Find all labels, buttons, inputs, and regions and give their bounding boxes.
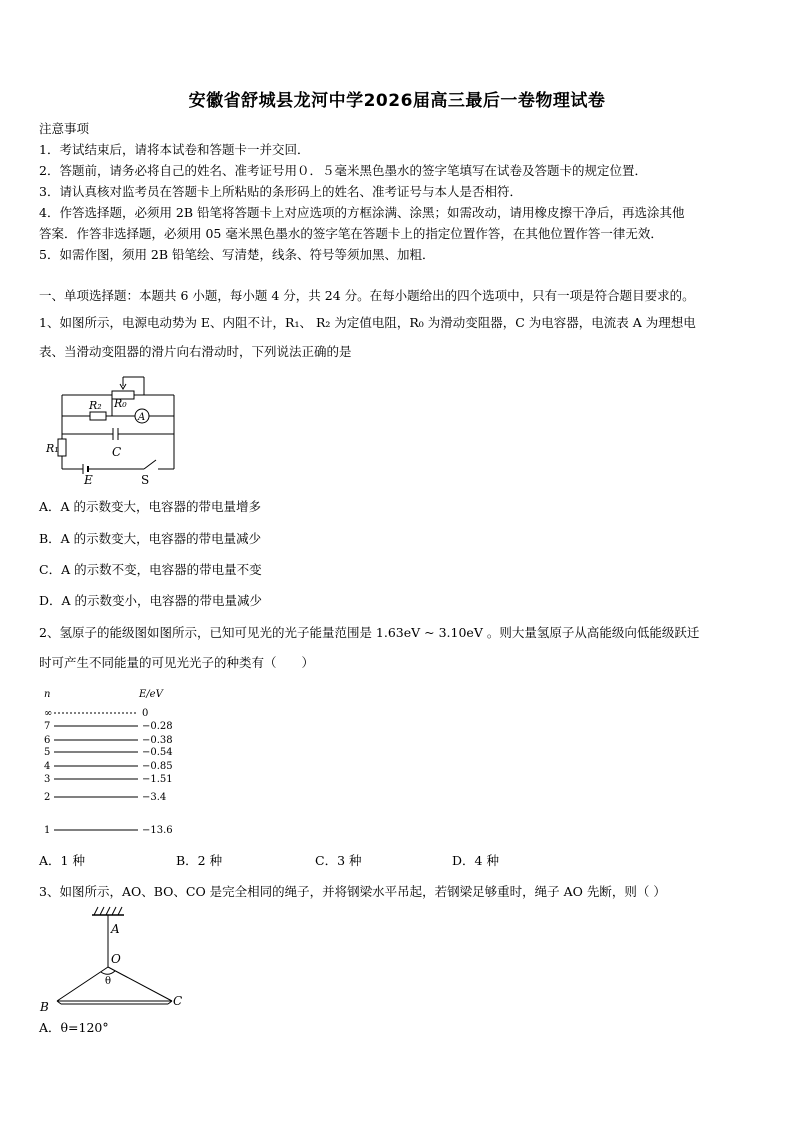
notice-heading: 注意事项 <box>39 121 90 136</box>
energy-level-e-label: −13.6 <box>142 825 173 836</box>
energy-level-e-label: −0.85 <box>142 761 173 772</box>
q1-text-line1: 1、如图所示，电源电动势为 E、内阻不计，R₁、 R₂ 为定值电阻，R₀ 为滑动变阻器，C 为电容器，电流表 A 为理想电 <box>39 315 696 330</box>
energy-level-n-label: 5 <box>44 747 51 758</box>
q2-option-c: C．3 种 <box>315 853 362 868</box>
energy-level-e-label: 0 <box>142 708 149 719</box>
energy-level-n-label: 6 <box>44 735 51 746</box>
energy-level-e-label: −0.54 <box>142 747 173 758</box>
q2-n-label: n <box>44 689 51 700</box>
energy-level-n-label: 1 <box>44 825 51 836</box>
q2-text-line1: 2、氢原子的能级图如图所示，已知可见光的光子能量范围是 1.63eV ~ 3.10eV 。则大量氢原子从高能级向低能级跃迁 <box>39 625 700 640</box>
q2-text-line2: 时可产生不同能量的可见光光子的种类有（ ） <box>39 655 315 670</box>
energy-level-n-label: 3 <box>44 774 51 785</box>
energy-level-e-label: −0.28 <box>142 721 173 732</box>
section-heading: 一、单项选择题：本题共 6 小题，每小题 4 分，共 24 分。在每小题给出的四个选项中，只有一项是符合题目要求的。 <box>39 288 695 303</box>
q1-label-e: E <box>84 473 93 486</box>
q2-option-a: A．1 种 <box>39 853 85 868</box>
q3-label-theta: θ <box>105 976 112 987</box>
q2-e-label: E/eV <box>139 689 163 700</box>
energy-level-n-label: ∞ <box>44 708 53 719</box>
q3-label-o: O <box>111 952 121 966</box>
q2-option-b: B．2 种 <box>176 853 223 868</box>
q3-label-b: B <box>40 1000 49 1014</box>
q1-label-r2: R₂ <box>89 399 102 412</box>
q3-text-line1: 3、如图所示，AO、BO、CO 是完全相同的绳子，并将钢梁水平吊起，若钢梁足够重时，绳子 AO 先断，则（ ） <box>39 884 666 899</box>
notice-item-3: 3．请认真核对监考员在答题卡上所粘贴的条形码上的姓名、准考证号与本人是否相符． <box>39 184 522 199</box>
notice-item-4: 4．作答选择题，必须用 2B 铅笔将答题卡上对应选项的方框涂满、涂黑；如需改动，请用橡皮擦干净后，再选涂其他 <box>39 205 685 220</box>
energy-level-n-label: 7 <box>44 721 51 732</box>
energy-level-e-label: −0.38 <box>142 735 173 746</box>
q3-option-a: A．θ=120° <box>39 1020 109 1035</box>
q1-option-a: A．A 的示数变大，电容器的带电量增多 <box>39 499 262 514</box>
q1-label-s: S <box>141 473 150 486</box>
q1-label-ammeter: A <box>138 412 146 423</box>
notice-item-4-cont: 答案．作答非选择题，必须用 05 毫米黑色墨水的签字笔在答题卡上的指定位置作答，在其他位置作答一律无效． <box>39 226 663 241</box>
q3-label-a: A <box>111 922 120 936</box>
q1-label-r0: R₀ <box>114 397 127 410</box>
notice-item-5: 5．如需作图，须用 2B 铅笔绘、写清楚，线条、符号等须加黑、加粗． <box>39 247 435 262</box>
q1-text-line2: 表、当滑动变阻器的滑片向右滑动时，下列说法正确的是 <box>39 344 352 359</box>
q1-option-c: C．A 的示数不变，电容器的带电量不变 <box>39 562 262 577</box>
q2-option-d: D．4 种 <box>452 853 499 868</box>
page-title: 安徽省舒城县龙河中学2026届高三最后一卷物理试卷 <box>188 91 606 111</box>
notice-item-1: 1．考试结束后，请将本试卷和答题卡一并交回． <box>39 142 310 157</box>
q1-label-c: C <box>112 445 122 459</box>
q1-option-d: D．A 的示数变小，电容器的带电量减少 <box>39 593 263 608</box>
q2-energy-level-diagram <box>38 686 188 838</box>
q3-rope-diagram <box>38 905 188 1015</box>
energy-level-e-label: −1.51 <box>142 774 173 785</box>
energy-level-e-label: −3.4 <box>142 792 167 803</box>
q1-label-r1: R₁ <box>46 442 59 455</box>
energy-level-n-label: 4 <box>44 761 51 772</box>
q1-circuit-diagram <box>40 374 190 486</box>
notice-item-2: 2．答题前，请务必将自己的姓名、准考证号用０．５毫米黑色墨水的签字笔填写在试卷及答题卡的规定位置． <box>39 163 647 178</box>
q1-option-b: B．A 的示数变大，电容器的带电量减少 <box>39 531 262 546</box>
energy-level-n-label: 2 <box>44 792 51 803</box>
q3-label-c: C <box>173 994 183 1008</box>
